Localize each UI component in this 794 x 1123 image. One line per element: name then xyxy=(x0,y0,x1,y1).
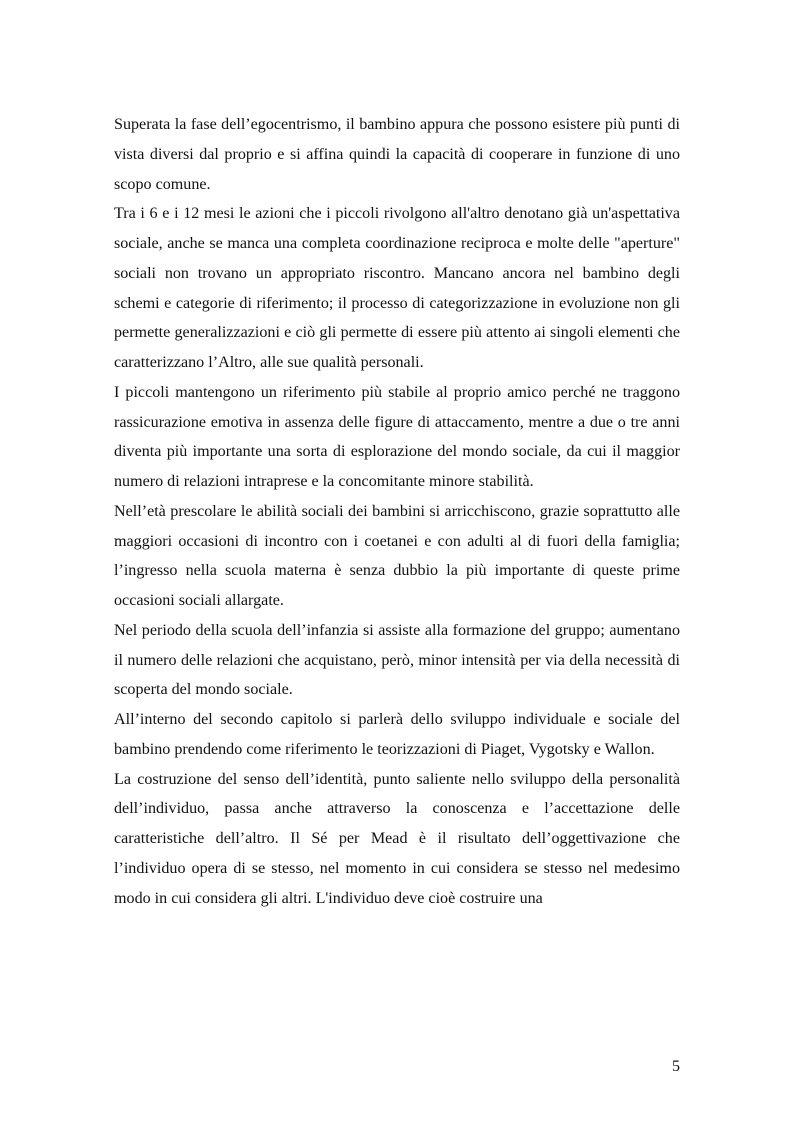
page-number: 5 xyxy=(672,1058,680,1075)
paragraph-second-chapter: All’interno del secondo capitolo si parlerà dello sviluppo individuale e sociale del bambino prendendo come riferimento le teorizzazioni di Piaget, Vygotsky e Wallon. xyxy=(114,711,680,758)
paragraph-preschool-age: Nell’età prescolare le abilità sociali dei bambini si arricchiscono, grazie soprattutto alle maggiori occasioni di incontro con i coetanei e con adulti al di fuori della famiglia; l’ingresso nella scuola materna è senza dubbio la più importante di queste prime occasioni sociali allargate. xyxy=(114,502,680,609)
paragraph-stable-friend: I piccoli mantengono un riferimento più stabile al proprio amico perché ne traggono rassicurazione emotiva in assenza delle figure di attaccamento, mentre a due o tre anni diventa più importante una sorta di esplorazione del mondo sociale, da cui il maggior numero di relazioni intraprese e la concomitante minore stabilità. xyxy=(114,383,680,490)
page-body xyxy=(114,110,680,913)
paragraph-social-expectation: Tra i 6 e i 12 mesi le azioni che i piccoli rivolgono all'altro denotano già un'aspettativa sociale, anche se manca una completa coordinazione reciproca e molte delle "aperture" sociali non trovano un appropriato riscontro. Mancano ancora nel bambino degli schemi e categorie di riferimento; il processo di categorizzazione in evoluzione non gli permette generalizzazioni e ciò gli permette di essere più attento ai singoli elementi che caratterizzano l’Altro, alle sue qualità personali. xyxy=(114,205,680,371)
paragraph-egocentrism: Superata la fase dell’egocentrismo, il bambino appura che possono esistere più punti di vista diversi dal proprio e si affina quindi la capacità di cooperare in funzione di uno scopo comune. xyxy=(114,116,680,193)
paragraph-group-formation: Nel periodo della scuola dell’infanzia si assiste alla formazione del gruppo; aumentano il numero delle relazioni che acquistano, però, minor intensità per via della necessità di scoperta del mondo sociale. xyxy=(114,621,680,699)
paragraph-identity-construction: La costruzione del senso dell’identità, punto saliente nello sviluppo della personalità dell’individuo, passa anche attraverso la conoscenza e l’accettazione delle caratteristiche dell’altro. Il Sé per Mead è il risultato dell’oggettivazione che l’individuo opera di se stesso, nel momento in cui considera se stesso nel medesimo modo in cui considera gli altri. L'individuo deve cioè costruire una xyxy=(114,770,680,907)
